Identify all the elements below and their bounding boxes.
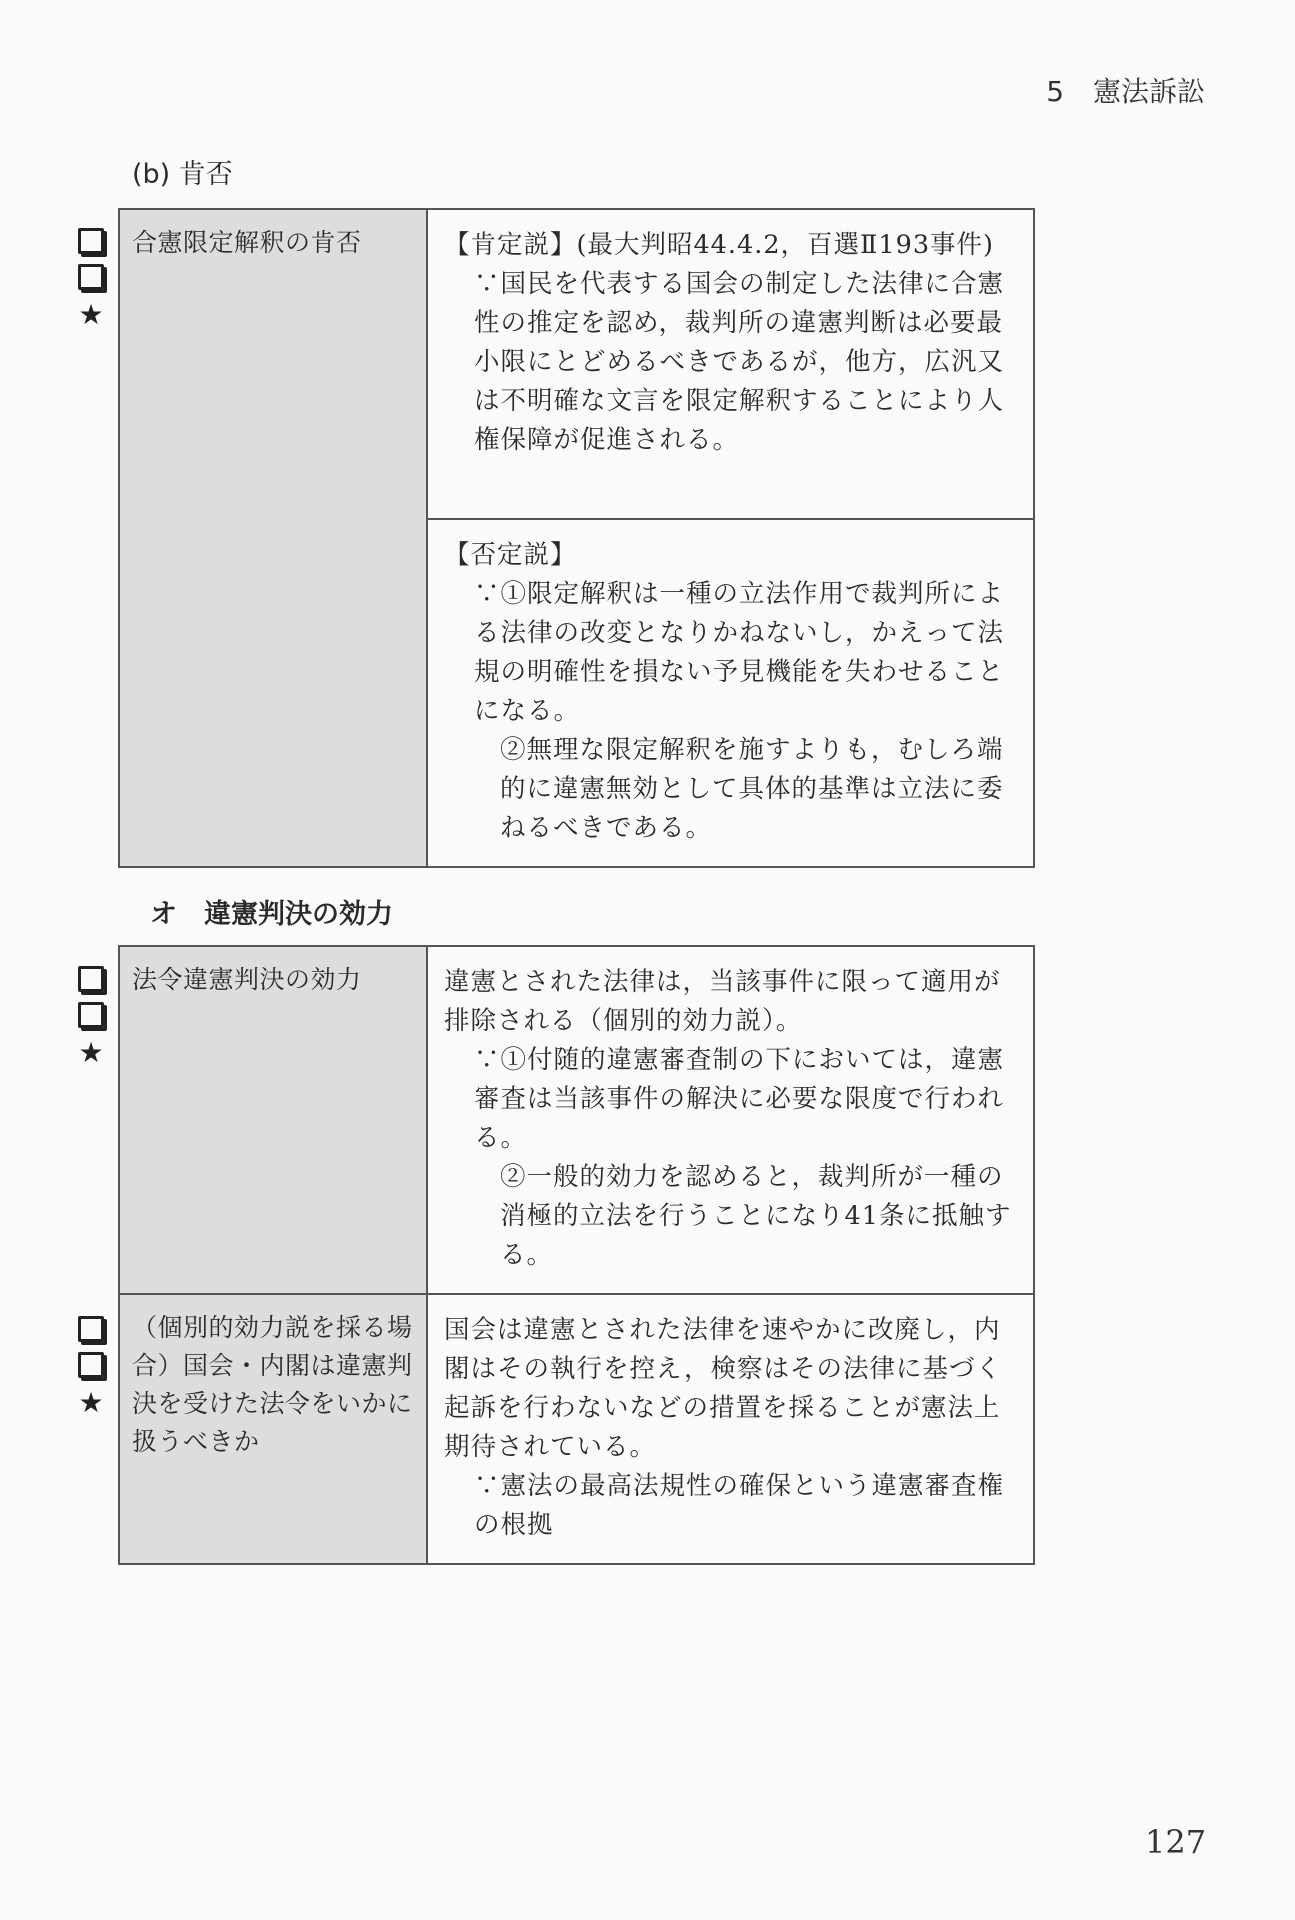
checkbox-icon[interactable]	[78, 264, 104, 290]
answer-reason: ∵①限定解釈は一種の立法作用で裁判所による法律の改変となりかねないし，かえって法規の明確性を損ない予見機能を失わせることになる。	[474, 579, 1005, 726]
answer-reason: ∵国民を代表する国会の制定した法律に合憲性の推定を認め，裁判所の違憲判断は必要最小限にとどめるべきであるが，他方，広汎又は不明確な文言を限定解釈することにより人権保障が促進される。	[474, 269, 1005, 455]
answer-cell-negative	[427, 519, 1034, 867]
table-unconstitutional-judgment-effect	[118, 945, 1035, 1565]
answer-cell	[427, 1294, 1034, 1564]
star-icon: ★	[78, 1036, 104, 1069]
answer-reason: ∵憲法の最高法規性の確保という違憲審査権の根拠	[474, 1471, 1005, 1540]
star-icon: ★	[78, 298, 104, 331]
running-header	[1046, 70, 1205, 110]
answer-reason: ②無理な限定解釈を施すよりも，むしろ端的に違憲無効として具体的基準は立法に委ねるべきである。	[500, 735, 1004, 843]
checkbox-icon[interactable]	[78, 1352, 104, 1378]
answer-head: 【否定説】	[444, 540, 577, 570]
question-text: 合憲限定解釈の肯否	[132, 228, 362, 257]
answer-cell-affirmative	[427, 209, 1034, 519]
question-text: 法令違憲判決の効力	[132, 965, 362, 994]
answer-reason: ∵①付随的違憲審査制の下においては，違憲審査は当該事件の解決に必要な限度で行われる。	[474, 1045, 1005, 1153]
question-cell	[119, 1294, 427, 1564]
star-icon: ★	[78, 1386, 104, 1419]
table-judicial-limited-interpretation	[118, 208, 1035, 868]
answer-main: 違憲とされた法律は，当該事件に限って適用が排除される（個別的効力説）。	[444, 967, 1001, 1036]
checkbox-icon[interactable]	[78, 1002, 104, 1028]
checkbox-icon[interactable]	[78, 966, 104, 992]
page-number: 127	[1145, 1823, 1207, 1861]
chapter-title: 憲法訴訟	[1092, 75, 1205, 108]
section-o-title: オ 違憲判決の効力	[150, 899, 393, 930]
answer-main: 国会は違憲とされた法律を速やかに改廃し，内閣はその執行を控え，検察はその法律に基づく起訴を行わないなどの措置を採ることが憲法上期待されている。	[444, 1315, 1003, 1462]
chapter-number: 5	[1046, 75, 1065, 108]
question-cell	[119, 946, 427, 1294]
section-b-title: (b) 肯否	[132, 159, 233, 190]
review-checkboxes-2	[74, 966, 108, 1068]
answer-reason: ②一般的効力を認めると，裁判所が一種の消極的立法を行うことになり41条に抵触する。	[500, 1162, 1012, 1270]
question-text: （個別的効力説を採る場合）国会・内閣は違憲判決を受けた法令をいかに扱うべきか	[132, 1313, 413, 1456]
question-cell	[119, 209, 427, 867]
review-checkboxes-3	[74, 1316, 108, 1418]
answer-head: 【肯定説】(最大判昭44.4.2，百選Ⅱ193事件)	[444, 230, 995, 260]
answer-cell	[427, 946, 1034, 1294]
checkbox-icon[interactable]	[78, 1316, 104, 1342]
review-checkboxes-1	[74, 228, 108, 330]
checkbox-icon[interactable]	[78, 228, 104, 254]
